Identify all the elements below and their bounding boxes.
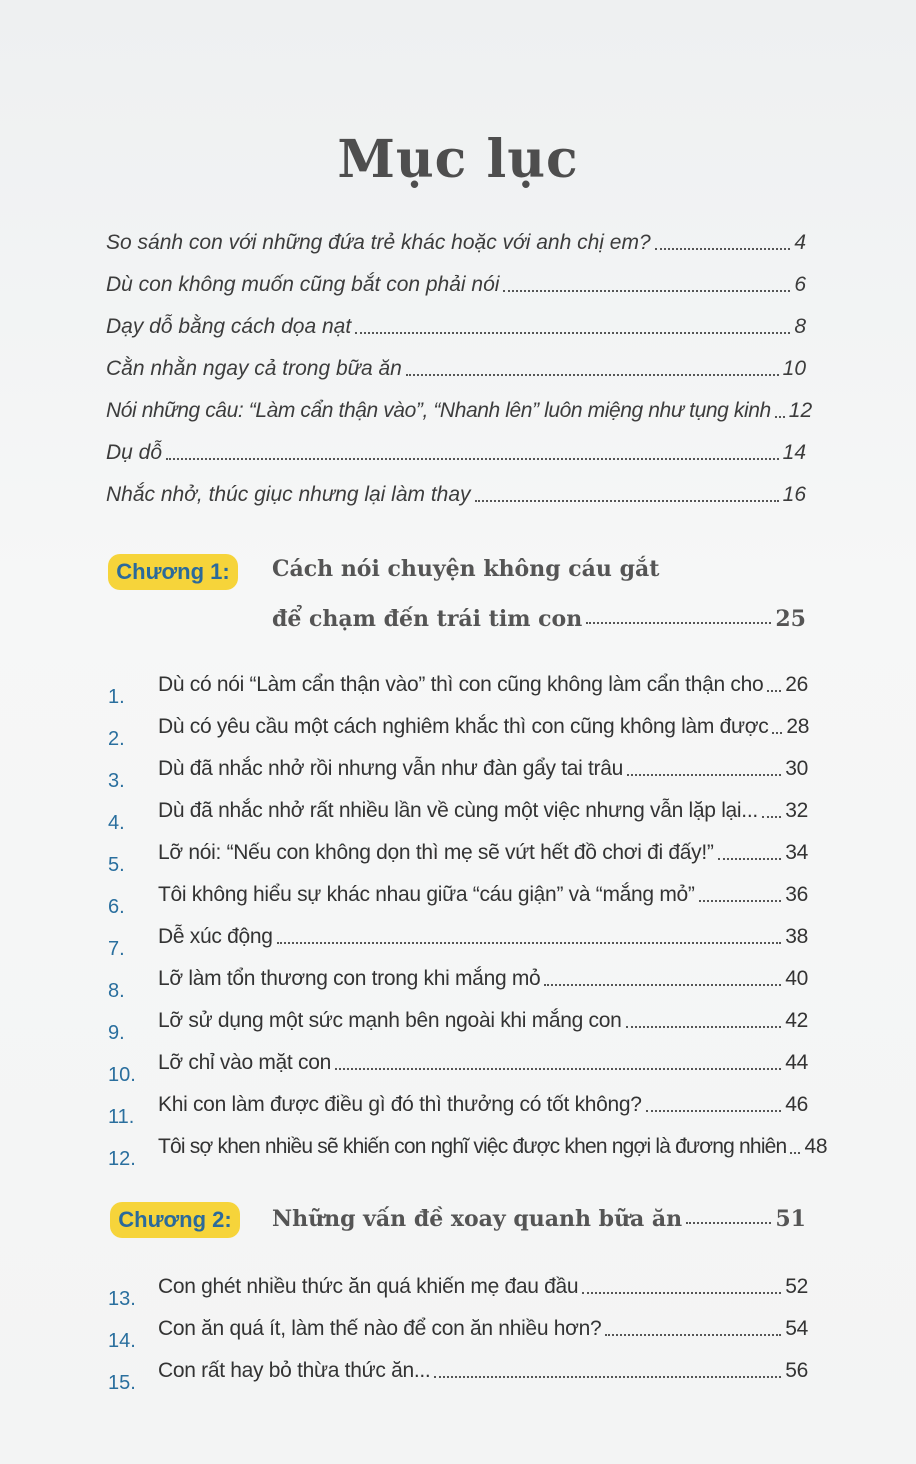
- entry-text: Cằn nhằn ngay cả trong bữa ăn: [106, 357, 402, 380]
- item-text: Lỡ làm tổn thương con trong khi mắng mỏ: [158, 967, 541, 990]
- chapter-2-badge: Chương 2:: [110, 1202, 240, 1238]
- item-number: 8.: [108, 980, 125, 1002]
- toc-entry[interactable]: [106, 266, 806, 300]
- leader-dots: [699, 900, 782, 902]
- leader-dots: [646, 1110, 782, 1112]
- toc-item[interactable]: [108, 918, 808, 960]
- item-page: 30: [785, 757, 808, 780]
- item-text: Tôi sợ khen nhiều sẽ khiến con nghĩ việc được khen ngợi là đương nhiên: [158, 1135, 787, 1158]
- item-text: Con ghét nhiều thức ăn quá khiến mẹ đau đầu: [158, 1275, 579, 1298]
- entry-text: Dụ dỗ: [106, 441, 163, 464]
- leader-dots: [475, 500, 779, 502]
- item-page: 44: [785, 1051, 808, 1074]
- toc-item[interactable]: [108, 1352, 808, 1394]
- entry-page: 12: [788, 399, 813, 422]
- chapter-1-page: 25: [775, 606, 806, 632]
- chapter-2-page: 51: [775, 1206, 806, 1232]
- item-number: 10.: [108, 1064, 136, 1086]
- item-number: 2.: [108, 728, 125, 750]
- entry-page: 10: [782, 357, 806, 380]
- leader-dots: [772, 732, 782, 734]
- item-number: 9.: [108, 1022, 125, 1044]
- item-text: Tôi không hiểu sự khác nhau giữa “cáu giận” và “mắng mỏ”: [158, 883, 695, 906]
- item-page: 52: [785, 1275, 808, 1298]
- leader-dots: [335, 1068, 781, 1070]
- item-text: Dù đã nhắc nhở rất nhiều lần về cùng một việc nhưng vẫn lặp lại...: [158, 799, 758, 822]
- item-page: 48: [804, 1135, 828, 1158]
- chapter-2-title-line[interactable]: [272, 1198, 806, 1232]
- leader-dots: [627, 774, 781, 776]
- leader-dots: [686, 1222, 771, 1224]
- item-number: 4.: [108, 812, 125, 834]
- item-text: Con rất hay bỏ thừa thức ăn...: [158, 1359, 431, 1382]
- item-page: 26: [785, 673, 808, 696]
- leader-dots: [582, 1292, 781, 1294]
- leader-dots: [406, 374, 779, 376]
- toc-entry[interactable]: [106, 392, 813, 426]
- toc-item[interactable]: [108, 960, 808, 1002]
- chapter-1-title-text: để chạm đến trái tim con: [272, 606, 583, 632]
- leader-dots: [775, 416, 785, 418]
- chapter-1-title-line2[interactable]: [272, 598, 806, 632]
- leader-dots: [605, 1334, 781, 1336]
- item-number: 7.: [108, 938, 125, 960]
- item-text: Dễ xúc động: [158, 925, 273, 948]
- item-page: 28: [786, 715, 810, 738]
- leader-dots: [790, 1152, 800, 1154]
- toc-item[interactable]: [108, 1002, 808, 1044]
- toc-entry[interactable]: [106, 350, 806, 384]
- leader-dots: [434, 1376, 781, 1378]
- item-page: 36: [785, 883, 808, 906]
- toc-entry[interactable]: [106, 308, 806, 342]
- item-text: Lỡ nói: “Nếu con không dọn thì mẹ sẽ vứt hết đồ chơi đi đấy!”: [158, 841, 714, 864]
- item-text: Con ăn quá ít, làm thế nào để con ăn nhiều hơn?: [158, 1317, 602, 1340]
- leader-dots: [586, 622, 771, 624]
- item-number: 1.: [108, 686, 125, 708]
- item-number: 12.: [108, 1148, 136, 1170]
- chapter-1-title-line1: Cách nói chuyện không cáu gắt: [272, 556, 660, 582]
- entry-text: Dù con không muốn cũng bắt con phải nói: [106, 273, 500, 296]
- toc-item[interactable]: [108, 792, 808, 834]
- item-text: Dù đã nhắc nhở rồi nhưng vẫn như đàn gẩy tai trâu: [158, 757, 623, 780]
- leader-dots: [762, 816, 781, 818]
- toc-item[interactable]: [108, 1044, 808, 1086]
- item-text: Dù có nói “Làm cẩn thận vào” thì con cũng không làm cẩn thận cho: [158, 673, 764, 696]
- toc-entry[interactable]: [106, 224, 806, 258]
- item-number: 15.: [108, 1372, 136, 1394]
- leader-dots: [718, 858, 782, 860]
- entry-text: Dạy dỗ bằng cách dọa nạt: [106, 315, 352, 338]
- item-page: 42: [785, 1009, 808, 1032]
- entry-page: 4: [794, 231, 806, 254]
- item-text: Khi con làm được điều gì đó thì thưởng có tốt không?: [158, 1093, 642, 1116]
- item-number: 5.: [108, 854, 125, 876]
- page-title: Mục lục: [337, 129, 579, 190]
- toc-item[interactable]: [108, 750, 808, 792]
- item-page: 32: [785, 799, 808, 822]
- toc-item[interactable]: [108, 708, 810, 750]
- item-page: 40: [785, 967, 808, 990]
- toc-item[interactable]: [108, 876, 808, 918]
- item-text: Lỡ sử dụng một sức mạnh bên ngoài khi mắng con: [158, 1009, 622, 1032]
- entry-page: 14: [782, 441, 806, 464]
- toc-item[interactable]: [108, 1268, 808, 1310]
- entry-page: 6: [794, 273, 806, 296]
- leader-dots: [166, 458, 779, 460]
- entry-page: 16: [782, 483, 806, 506]
- toc-item[interactable]: [108, 834, 808, 876]
- entry-text: Nói những câu: “Làm cẩn thận vào”, “Nhanh lên” luôn miệng như tụng kinh: [106, 399, 771, 422]
- item-page: 46: [785, 1093, 808, 1116]
- toc-entry[interactable]: [106, 476, 806, 510]
- entry-text: So sánh con với những đứa trẻ khác hoặc với anh chị em?: [106, 231, 651, 254]
- toc-item[interactable]: [108, 666, 808, 708]
- item-page: 34: [785, 841, 808, 864]
- leader-dots: [655, 248, 791, 250]
- item-number: 14.: [108, 1330, 136, 1352]
- chapter-2-title-text: Những vấn đề xoay quanh bữa ăn: [272, 1206, 683, 1232]
- toc-entry[interactable]: [106, 434, 806, 468]
- entry-page: 8: [794, 315, 806, 338]
- item-text: Dù có yêu cầu một cách nghiêm khắc thì con cũng không làm được: [158, 715, 769, 738]
- item-number: 3.: [108, 770, 125, 792]
- item-page: 54: [785, 1317, 808, 1340]
- toc-item[interactable]: [108, 1128, 828, 1170]
- entry-text: Nhắc nhở, thúc giục nhưng lại làm thay: [106, 483, 471, 506]
- item-page: 56: [785, 1359, 808, 1382]
- item-text: Lỡ chỉ vào mặt con: [158, 1051, 331, 1074]
- leader-dots: [277, 942, 782, 944]
- leader-dots: [767, 690, 781, 692]
- toc-item[interactable]: [108, 1310, 808, 1352]
- leader-dots: [544, 984, 781, 986]
- leader-dots: [355, 332, 790, 334]
- leader-dots: [626, 1026, 782, 1028]
- item-page: 38: [785, 925, 808, 948]
- item-number: 11.: [108, 1106, 135, 1128]
- chapter-1-badge: Chương 1:: [108, 554, 238, 590]
- toc-item[interactable]: [108, 1086, 808, 1128]
- item-number: 6.: [108, 896, 125, 918]
- leader-dots: [503, 290, 790, 292]
- item-number: 13.: [108, 1288, 136, 1310]
